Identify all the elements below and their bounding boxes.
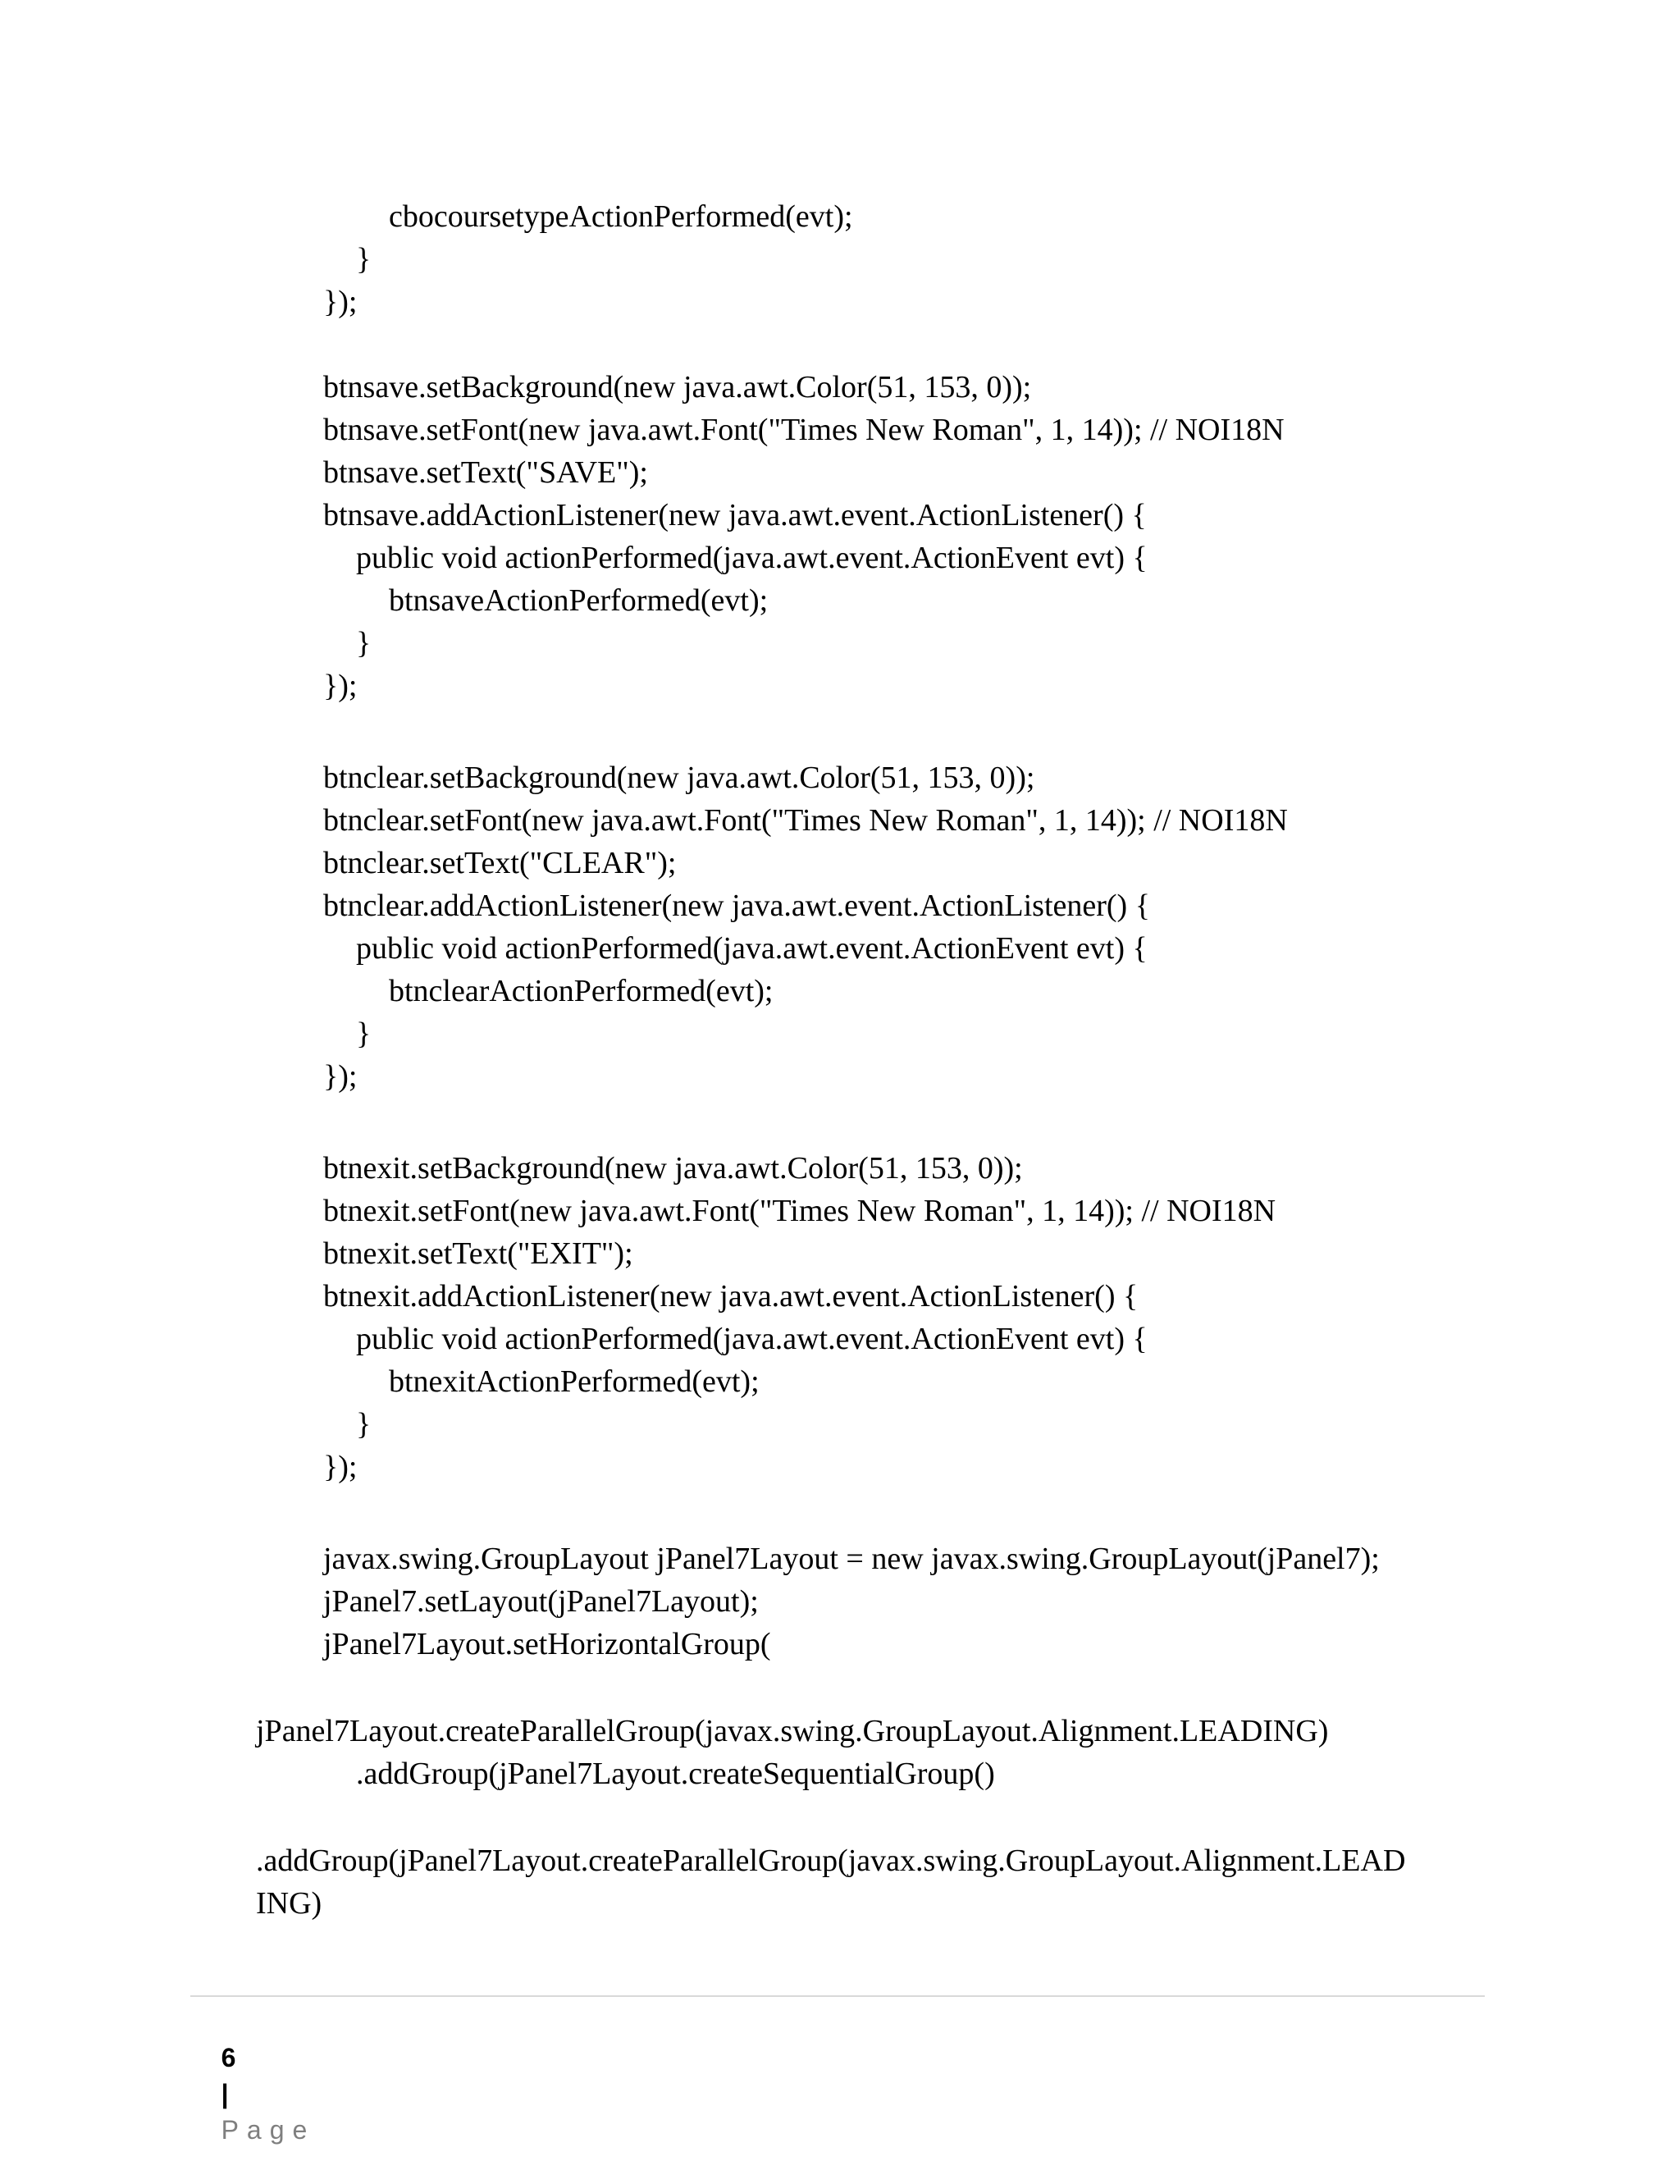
code-line: ING) (256, 1886, 322, 1921)
page-number: 6 (221, 2043, 236, 2072)
code-line: btnexit.setBackground(new java.awt.Color(51, 153, 0)); (323, 1151, 1023, 1186)
code-line: jPanel7.setLayout(jPanel7Layout); (323, 1584, 759, 1619)
code-line: btnexitActionPerformed(evt); (389, 1364, 760, 1399)
code-line: public void actionPerformed(java.awt.event.ActionEvent evt) { (356, 1322, 1148, 1356)
footer-separator: | (221, 2079, 229, 2109)
code-line: javax.swing.GroupLayout jPanel7Layout = new javax.swing.GroupLayout(jPanel7); (323, 1542, 1380, 1576)
code-line: } (356, 242, 372, 276)
code-line: jPanel7Layout.setHorizontalGroup( (323, 1627, 771, 1661)
code-line: btnclearActionPerformed(evt); (389, 974, 774, 1008)
code-line: btnsave.setBackground(new java.awt.Color(51, 153, 0)); (323, 370, 1032, 404)
code-line: btnexit.setFont(new java.awt.Font("Times New Roman", 1, 14)); // NOI18N (323, 1194, 1276, 1228)
code-line: btnclear.addActionListener(new java.awt.event.ActionListener() { (323, 889, 1150, 923)
code-line: btnsave.addActionListener(new java.awt.event.ActionListener() { (323, 498, 1147, 532)
code-line: .addGroup(jPanel7Layout.createSequentialGroup() (356, 1757, 995, 1791)
code-line: btnexit.addActionListener(new java.awt.event.ActionListener() { (323, 1279, 1139, 1314)
page-label: Page (221, 2115, 316, 2145)
code-line: btnsave.setFont(new java.awt.Font("Times New Roman", 1, 14)); // NOI18N (323, 413, 1285, 447)
code-line: } (356, 626, 372, 660)
code-line: } (356, 1407, 372, 1442)
footer-divider (190, 1995, 1485, 1997)
code-line: public void actionPerformed(java.awt.event.ActionEvent evt) { (356, 541, 1148, 575)
code-line: }); (323, 1059, 358, 1094)
code-line: cbocoursetypeActionPerformed(evt); (389, 199, 853, 234)
code-line: public void actionPerformed(java.awt.event.ActionEvent evt) { (356, 931, 1148, 966)
code-line: btnsave.setText("SAVE"); (323, 455, 648, 490)
code-line: btnclear.setFont(new java.awt.Font("Times New Roman", 1, 14)); // NOI18N (323, 803, 1288, 838)
code-line: jPanel7Layout.createParallelGroup(javax.swing.GroupLayout.Alignment.LEADING) (256, 1714, 1329, 1748)
code-line: } (356, 1017, 372, 1051)
code-line: btnsaveActionPerformed(evt); (389, 583, 769, 618)
code-line: }); (323, 285, 358, 319)
page-footer (192, 2004, 315, 2184)
code-line: btnclear.setBackground(new java.awt.Color(51, 153, 0)); (323, 761, 1035, 795)
code-line: }); (323, 1450, 358, 1484)
code-line: btnclear.setText("CLEAR"); (323, 846, 677, 880)
code-line: }); (323, 669, 358, 703)
code-line: btnexit.setText("EXIT"); (323, 1236, 633, 1271)
code-line: .addGroup(jPanel7Layout.createParallelGroup(javax.swing.GroupLayout.Alignment.LEAD (256, 1844, 1406, 1878)
